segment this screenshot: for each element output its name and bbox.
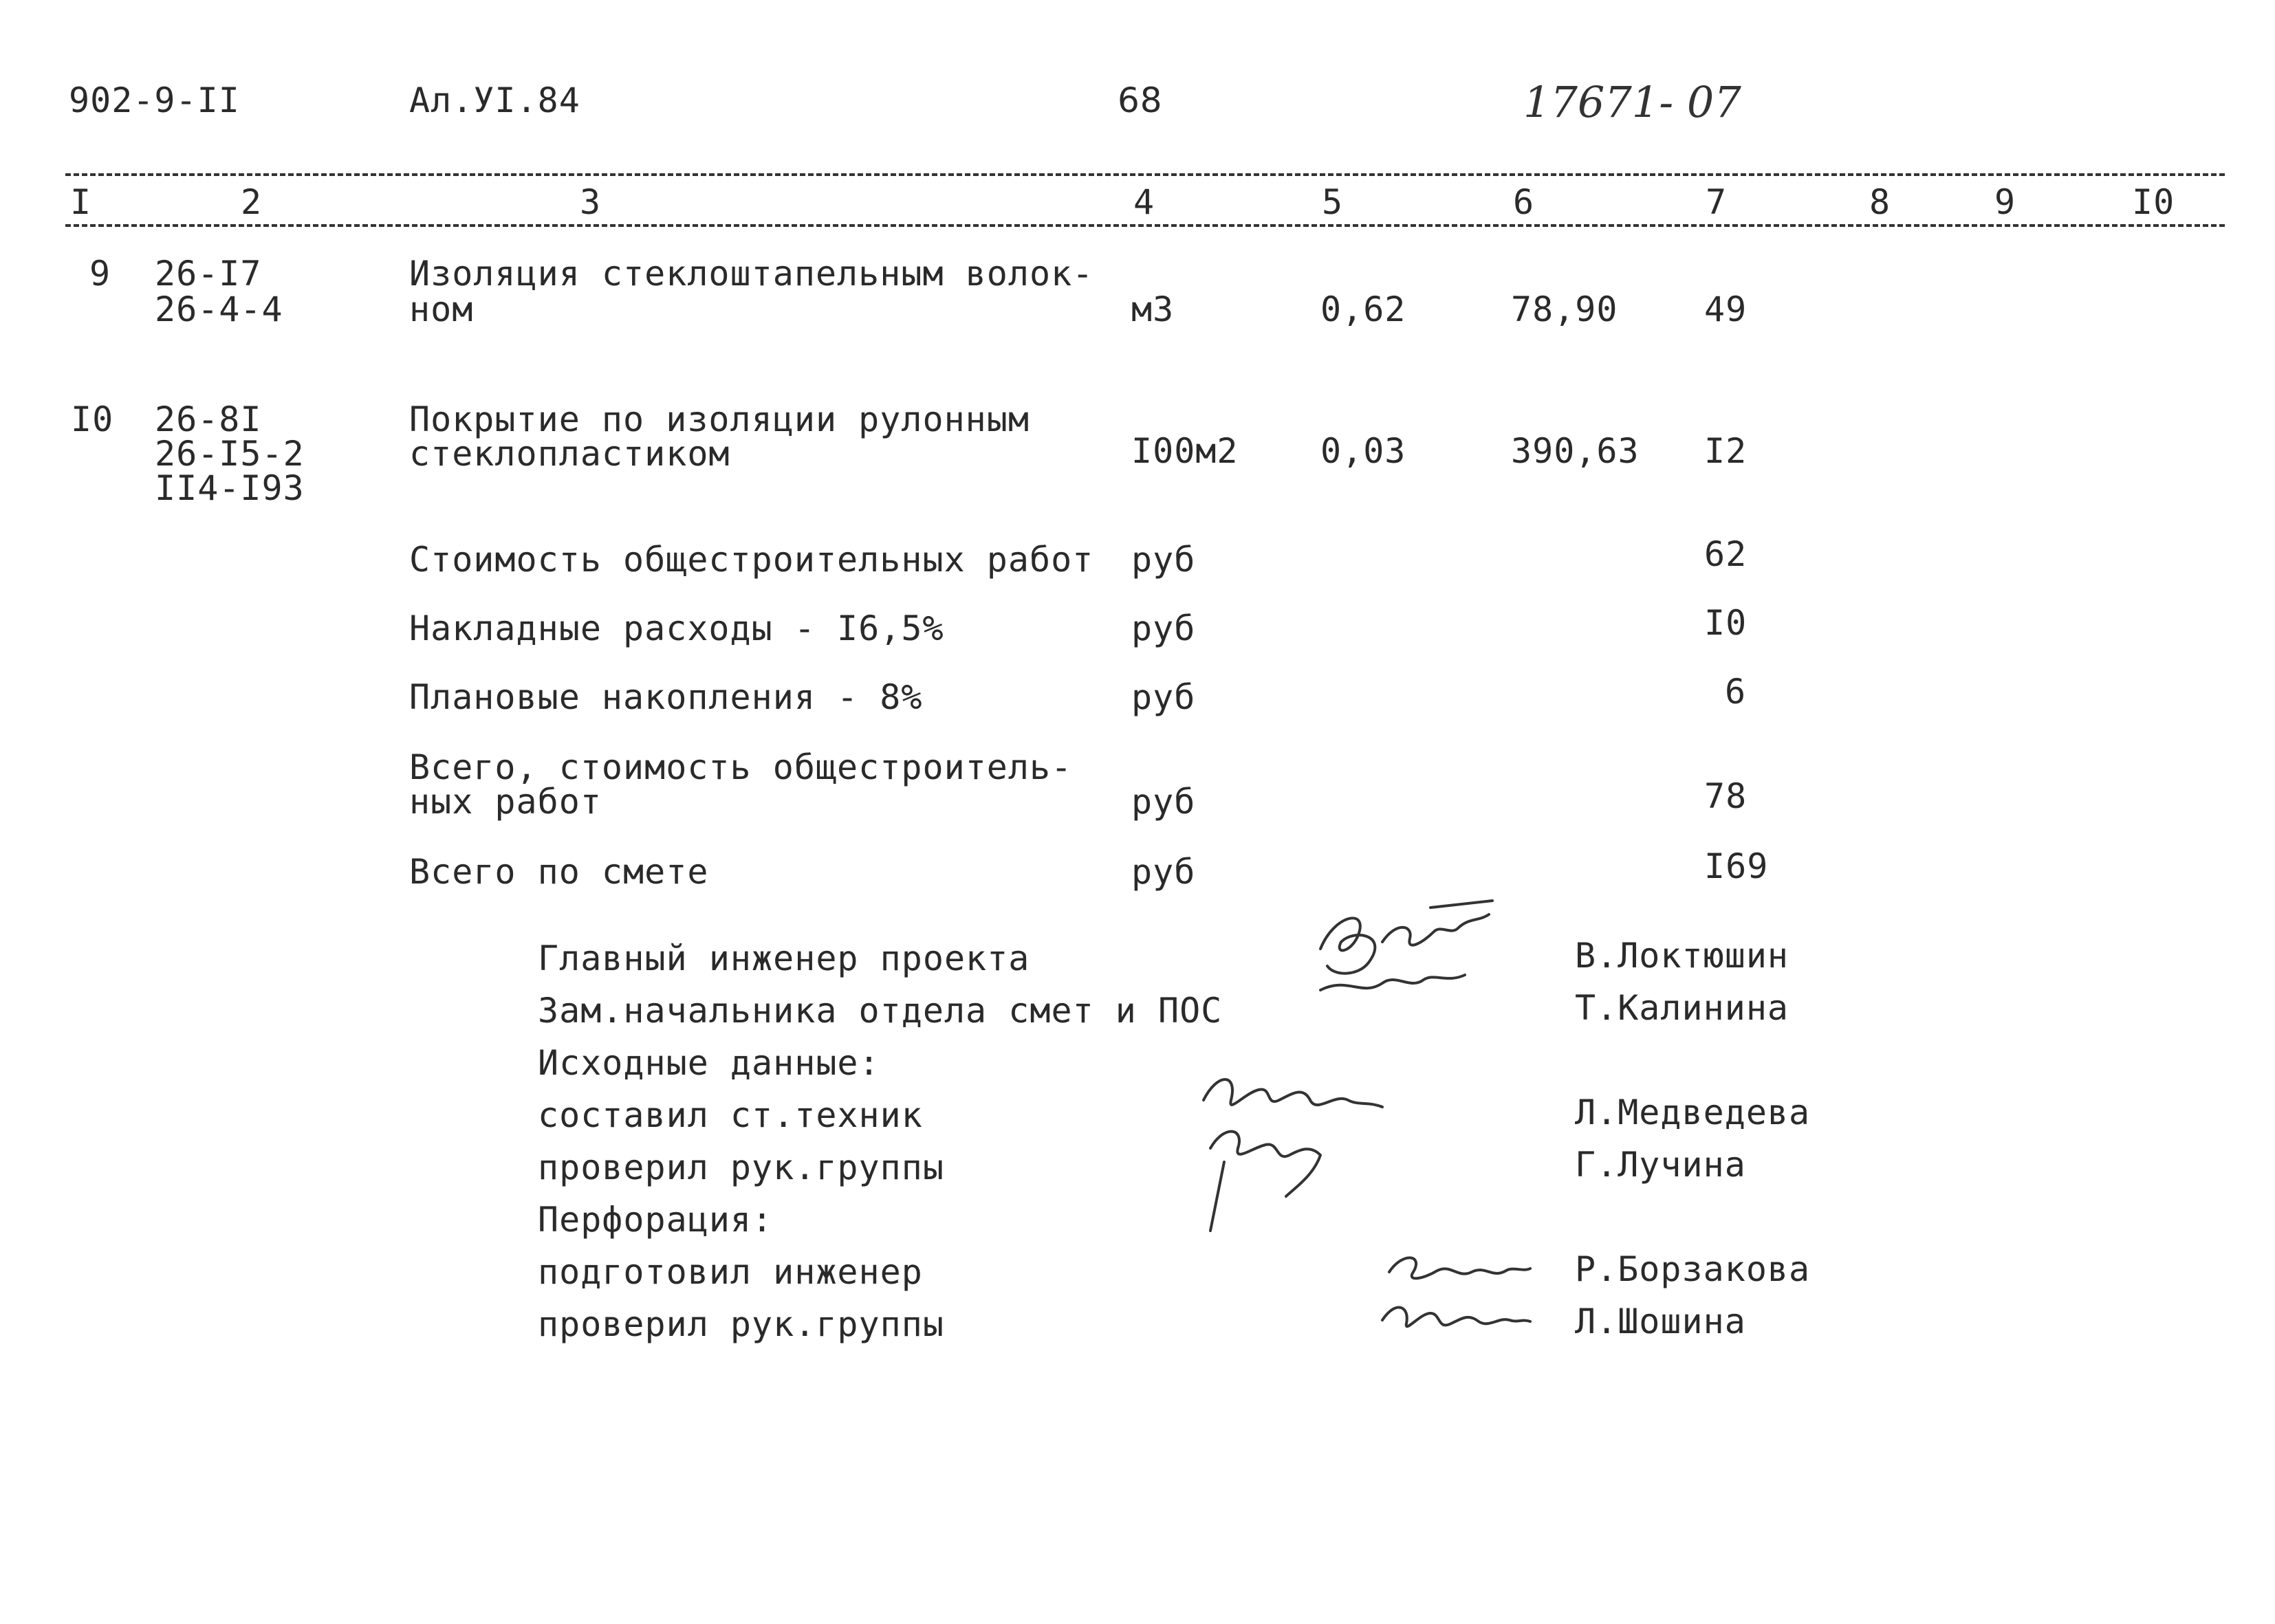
col-header-3: 3 <box>580 182 602 222</box>
summary-label: Плановые накопления - 8% <box>409 677 923 717</box>
row-code: 26-I7 <box>155 254 262 294</box>
summary-total: I69 <box>1704 846 1769 886</box>
row-code: 26-8I <box>155 399 262 439</box>
row-unit: м3 <box>1131 289 1175 329</box>
summary-label: Всего по смете <box>409 852 709 892</box>
signer-name: Г.Лучина <box>1575 1145 1746 1185</box>
signer-name: Л.Медведева <box>1575 1093 1811 1132</box>
row-number: I0 <box>71 399 114 439</box>
row-unit-price: 78,90 <box>1511 289 1618 329</box>
signature-role: Исходные данные: <box>538 1043 880 1083</box>
row-quantity: 0,03 <box>1320 431 1406 471</box>
signature-role: составил ст.техник <box>538 1095 923 1135</box>
row-description: стеклопластиком <box>409 434 730 474</box>
signer-name: Т.Калинина <box>1575 988 1789 1028</box>
row-total: 49 <box>1704 289 1748 329</box>
summary-label: Стоимость общестроительных работ <box>409 540 1094 580</box>
signer-name: В.Локтюшин <box>1575 936 1789 976</box>
row-unit-price: 390,63 <box>1511 431 1640 471</box>
table-header-top-rule <box>65 173 2225 176</box>
summary-total: 6 <box>1725 672 1747 712</box>
signer-name: Р.Борзакова <box>1575 1249 1811 1289</box>
signature-role: проверил рук.группы <box>538 1148 944 1187</box>
summary-label: Накладные расходы - I6,5% <box>409 608 944 648</box>
signature-medvedeva-luchina <box>1183 1059 1417 1244</box>
row-description: ном <box>409 289 474 329</box>
signature-role: Главный инженер проекта <box>538 939 1030 978</box>
row-code: 26-I5-2 <box>155 434 305 474</box>
col-header-1: I <box>70 182 92 222</box>
summary-label: ных работ <box>409 782 602 822</box>
table-header-bottom-rule <box>65 224 2225 227</box>
signer-name: Л.Шошина <box>1575 1302 1746 1341</box>
summary-unit: руб <box>1131 608 1196 648</box>
summary-label: Всего, стоимость общестроитель- <box>409 747 1073 787</box>
summary-unit: руб <box>1131 782 1196 822</box>
handwritten-code: 17671- 07 <box>1523 77 1741 127</box>
col-header-8: 8 <box>1869 182 1891 222</box>
signature-role: Перфорация: <box>538 1200 774 1240</box>
summary-total: 78 <box>1704 776 1748 816</box>
col-header-6: 6 <box>1513 182 1535 222</box>
col-header-2: 2 <box>241 182 263 222</box>
col-header-4: 4 <box>1133 182 1155 222</box>
row-description: Изоляция стеклоштапельным волок- <box>409 254 1094 294</box>
row-total: I2 <box>1704 431 1748 471</box>
col-header-5: 5 <box>1322 182 1344 222</box>
row-code: II4-I93 <box>155 468 305 508</box>
row-quantity: 0,62 <box>1320 289 1406 329</box>
row-unit: I00м2 <box>1131 431 1239 471</box>
row-number: 9 <box>89 254 111 294</box>
summary-total: 62 <box>1704 534 1748 574</box>
signature-role: Зам.начальника отдела смет и ПОС <box>538 991 1223 1031</box>
signature-role: подготовил инженер <box>538 1252 923 1292</box>
col-header-10: I0 <box>2132 182 2175 222</box>
summary-total: I0 <box>1704 603 1748 643</box>
summary-unit: руб <box>1131 540 1196 580</box>
col-header-9: 9 <box>1994 182 2016 222</box>
row-code: 26-4-4 <box>155 289 283 329</box>
signature-borzakova-shoshina <box>1375 1244 1554 1348</box>
page-number: 68 <box>1118 80 1163 120</box>
album-code: Ал.УI.84 <box>409 80 580 120</box>
row-description: Покрытие по изоляции рулонным <box>409 399 1030 439</box>
signature-loktyushin <box>1293 887 1527 1024</box>
summary-unit: руб <box>1131 677 1196 717</box>
series-code: 902-9-II <box>69 80 240 120</box>
signature-role: проверил рук.группы <box>538 1304 944 1344</box>
summary-unit: руб <box>1131 852 1196 892</box>
col-header-7: 7 <box>1706 182 1728 222</box>
